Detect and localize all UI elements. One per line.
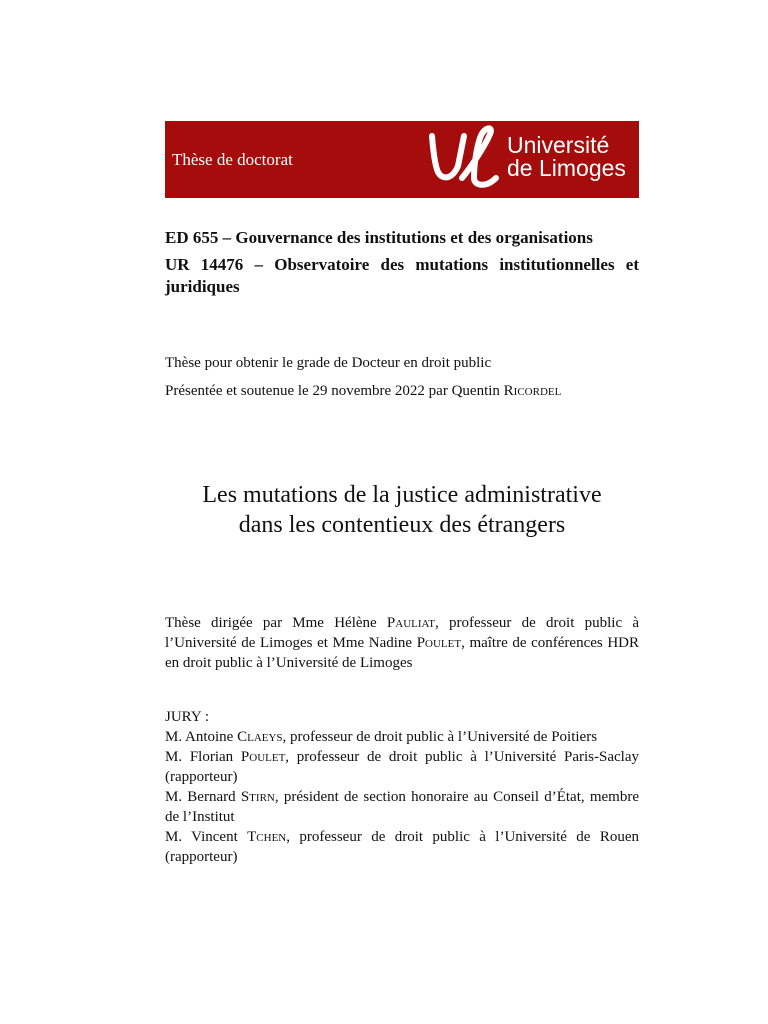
jury-member-surname: Stirn	[240, 789, 275, 805]
logo-line-1: Université	[507, 132, 610, 158]
logo-line-2: de Limoges	[507, 155, 626, 181]
thesis-title	[165, 480, 639, 540]
direction-text-1: Thèse dirigée par Mme Hélène	[165, 615, 387, 631]
jury-member-role: , professeur de droit public à l’Université Paris-Saclay (rapporteur)	[165, 749, 639, 785]
jury-member	[165, 747, 639, 787]
author-surname: Ricordel	[503, 383, 562, 399]
jury-heading: JURY :	[165, 709, 210, 725]
header-banner	[165, 113, 639, 198]
thesis-direction	[165, 613, 639, 673]
jury-member-prefix: M. Florian	[165, 749, 241, 765]
jury-member-prefix: M. Bernard	[165, 789, 241, 805]
jury-member	[165, 787, 639, 827]
jury-member-role: , professeur de droit public à l’Université de Poitiers	[282, 729, 598, 745]
doctoral-school-block	[165, 227, 639, 303]
jury-member-surname: Claeys	[237, 729, 283, 745]
jury-section	[165, 707, 639, 867]
defense-text: Présentée et soutenue le 29 novembre 2022 par Quentin	[165, 383, 504, 399]
jury-member-role: , professeur de droit public à l’Université de Rouen (rapporteur)	[165, 829, 639, 865]
director-surname-1: Pauliat	[386, 615, 435, 631]
title-line-1: Les mutations de la justice administrative	[202, 482, 602, 508]
defense-line	[165, 382, 639, 401]
university-logo-text	[507, 134, 626, 180]
jury-member-role: , président de section honoraire au Conseil d’État, membre de l’Institut	[165, 789, 639, 825]
logo-monogram-text: ul	[428, 113, 441, 130]
degree-line: Thèse pour obtenir le grade de Docteur en droit public	[165, 355, 492, 371]
jury-member	[165, 727, 639, 747]
direction-text-3: , maître de conférences HDR en droit public à l’Université de Limoges	[165, 635, 639, 671]
direction-text-2: , professeur de droit public à l’Université de Limoges et Mme Nadine	[165, 615, 639, 651]
university-logo-monogram	[428, 113, 500, 192]
jury-member-surname: Poulet	[240, 749, 286, 765]
jury-member	[165, 827, 639, 867]
research-unit: UR 14476 – Observatoire des mutations institutionnelles et juridiques	[165, 255, 639, 296]
jury-member-prefix: M. Vincent	[165, 829, 248, 845]
doctoral-school: ED 655 – Gouvernance des institutions et des organisations	[165, 228, 593, 247]
jury-member-prefix: M. Antoine	[165, 729, 238, 745]
banner-label: Thèse de doctorat	[172, 150, 293, 169]
thesis-info	[165, 354, 639, 410]
director-surname-2: Poulet	[416, 635, 462, 651]
jury-member-surname: Tchen	[247, 829, 287, 845]
title-line-2: dans les contentieux des étrangers	[238, 512, 566, 538]
